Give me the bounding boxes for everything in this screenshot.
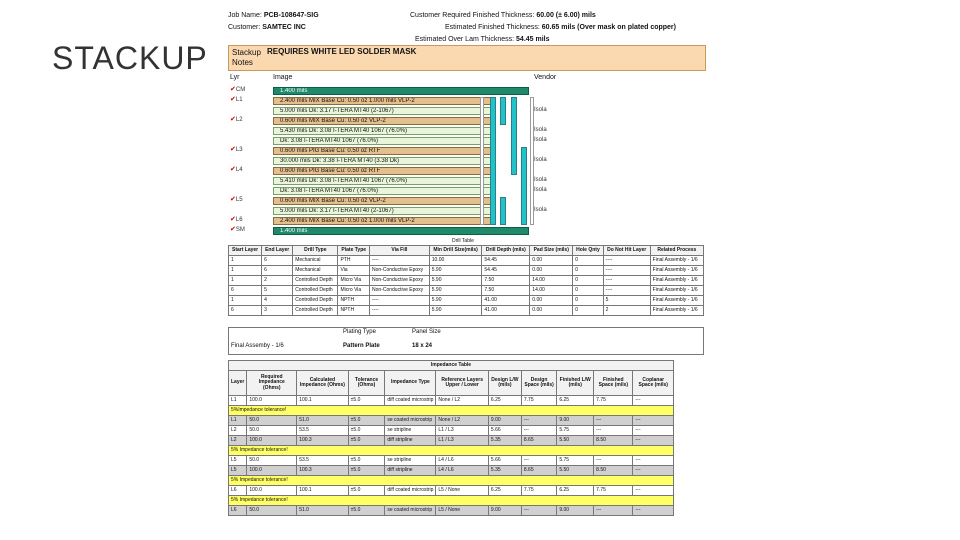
impedance-cell: --- (594, 426, 633, 436)
stack-layer-4: 0.600 mils MIX Base Cu: 0.50 oz VLP-2 (273, 117, 493, 125)
impedance-row (229, 486, 674, 496)
impedance-cell: ±5.0 (348, 396, 385, 406)
impedance-cell: 9.00 (557, 416, 594, 426)
stack-layer-8: 30.000 mils Dk: 3.38 I-TERA MT40 (3.38 Dk) (273, 157, 493, 165)
impedance-cell: 5% Impedance tolerance! (229, 476, 674, 486)
impedance-cell: L1 / L3 (436, 426, 489, 436)
vendor-label: Isola (534, 107, 547, 113)
vendor-label: Isola (534, 127, 547, 133)
impedance-row (229, 406, 674, 416)
drill-cell: 1 (229, 266, 262, 276)
impedance-cell: L4 / L6 (436, 456, 489, 466)
drill-cell: Via (338, 266, 370, 276)
drill-header-cell: Drill Type (293, 246, 338, 256)
drill-cell: 6 (262, 266, 293, 276)
drill-header-cell: Min Drill Size(mils) (429, 246, 482, 256)
impedance-cell: 5.35 (488, 466, 521, 476)
impedance-cell: 100.0 (247, 396, 297, 406)
impedance-row (229, 476, 674, 486)
drill-header-row (229, 246, 704, 256)
impedance-cell: 51.0 (297, 506, 348, 516)
drill-cell: ---- (370, 296, 430, 306)
impedance-cell: 53.5 (297, 426, 348, 436)
impedance-cell: --- (633, 436, 674, 446)
impedance-cell: 50.0 (247, 506, 297, 516)
impedance-cell: 7.75 (594, 396, 633, 406)
panel-size-label: Panel Size (412, 329, 441, 335)
impedance-cell: 5.50 (557, 436, 594, 446)
impedance-cell: L5 / None (436, 506, 489, 516)
impedance-cell: --- (521, 506, 556, 516)
impedance-cell: 9.00 (488, 506, 521, 516)
impedance-cell: ±5.0 (348, 466, 385, 476)
drill-row (229, 276, 704, 286)
drill-cell: Non-Conductive Epoxy (370, 266, 430, 276)
vendor-label: Isola (534, 207, 547, 213)
required-thickness-row: Customer Required Finished Thickness: 60.00 (± 6.00) mils (410, 12, 596, 19)
impedance-cell: ±5.0 (348, 426, 385, 436)
customer-row: Customer: SAMTEC INC (228, 24, 306, 31)
impedance-cell: --- (633, 456, 674, 466)
drill-cell: Non-Conductive Epoxy (370, 276, 430, 286)
impedance-cell: 8.50 (594, 436, 633, 446)
drill-cell: 14.00 (530, 286, 573, 296)
check-icon: ✔ (230, 146, 236, 153)
drill-row (229, 306, 704, 316)
drill-row (229, 286, 704, 296)
impedance-header-cell: Coplanar Space (mils) (633, 371, 674, 396)
drill-cell: 7.50 (482, 276, 530, 286)
impedance-cell: L6 (229, 506, 247, 516)
impedance-cell: --- (633, 396, 674, 406)
impedance-cell: 5%Impedance tolerance! (229, 406, 674, 416)
impedance-cell: diff coated microstrip (385, 396, 436, 406)
drill-header-cell: Plate Type (338, 246, 370, 256)
impedance-row (229, 506, 674, 516)
impedance-cell: 5.75 (557, 426, 594, 436)
drill-cell: Controlled Depth (293, 306, 338, 316)
layer-label: ✔SM (230, 226, 245, 233)
layer-label: ✔L1 (230, 96, 243, 103)
via-4 (511, 97, 517, 175)
vendor-label: Isola (534, 137, 547, 143)
stack-layer-10: 5.410 mils Dk: 3.08 I-TERA MT40 1067 (76.0%) (273, 177, 493, 185)
impedance-cell: 7.75 (521, 396, 556, 406)
drill-header-cell: Do Not Hit Layer (603, 246, 650, 256)
impedance-title-row (229, 361, 674, 371)
slide-title: STACKUP (52, 40, 208, 76)
drill-cell: 5 (262, 286, 293, 296)
drill-cell: ---- (370, 306, 430, 316)
impedance-row (229, 416, 674, 426)
via-3 (500, 197, 506, 225)
impedance-header-cell: Calculated Impedance (Ohms) (297, 371, 348, 396)
impedance-cell: --- (633, 426, 674, 436)
impedance-cell: 6.25 (557, 486, 594, 496)
impedance-cell: 8.65 (521, 466, 556, 476)
drill-cell: 0 (573, 276, 603, 286)
impedance-cell: --- (633, 506, 674, 516)
impedance-header-cell: Required Impedance (Ohms) (247, 371, 297, 396)
drill-cell: 0 (573, 256, 603, 266)
impedance-cell: diff stripline (385, 436, 436, 446)
drill-cell: 41.00 (482, 306, 530, 316)
drill-cell: Micro Via (338, 276, 370, 286)
impedance-cell: ±5.0 (348, 436, 385, 446)
through-hole-1 (480, 97, 484, 225)
drill-cell: 7.50 (482, 286, 530, 296)
drill-cell: Micro Via (338, 286, 370, 296)
drill-cell: 5.90 (429, 266, 482, 276)
impedance-cell: 5.66 (488, 426, 521, 436)
drill-cell: Mechanical (293, 256, 338, 266)
check-icon: ✔ (230, 226, 236, 233)
plating-type-value: Pattern Plate (343, 343, 380, 349)
drill-cell: Final Assembly - 1/6 (650, 266, 703, 276)
drill-cell: 41.00 (482, 296, 530, 306)
drill-cell: Mechanical (293, 266, 338, 276)
drill-cell: 10.00 (429, 256, 482, 266)
impedance-row (229, 426, 674, 436)
drill-cell: 14.00 (530, 276, 573, 286)
impedance-header-cell: Reference Layers Upper / Lower (436, 371, 489, 396)
check-icon: ✔ (230, 196, 236, 203)
drill-cell: ---- (603, 266, 650, 276)
impedance-cell: 6.25 (488, 486, 521, 496)
impedance-cell: L2 (229, 426, 247, 436)
drill-cell: 0 (573, 306, 603, 316)
impedance-cell: --- (594, 506, 633, 516)
impedance-cell: 8.65 (521, 436, 556, 446)
process-name: Final Assemby - 1/6 (231, 343, 284, 349)
impedance-cell: --- (633, 466, 674, 476)
drill-cell: 5.90 (429, 276, 482, 286)
layer-label: ✔L3 (230, 146, 243, 153)
through-hole-2 (530, 97, 534, 225)
impedance-cell: diff coated microstrip (385, 486, 436, 496)
impedance-cell: L5 (229, 456, 247, 466)
impedance-header-cell: Finished L/W (mils) (557, 371, 594, 396)
drill-cell: 4 (262, 296, 293, 306)
drill-cell: 5.90 (429, 286, 482, 296)
impedance-cell: 50.0 (247, 456, 297, 466)
drill-cell: 2 (603, 306, 650, 316)
impedance-cell: 100.0 (247, 466, 297, 476)
impedance-header-row (229, 371, 674, 396)
drill-cell: Final Assembly - 1/6 (650, 256, 703, 266)
drill-cell: 1 (229, 276, 262, 286)
impedance-header-cell: Design L/W (mils) (488, 371, 521, 396)
stack-layer-2: 2.400 mils MIX Base Cu: 0.50 oz 1.000 mils VLP-2 (273, 97, 493, 105)
drill-cell: 54.45 (482, 266, 530, 276)
stack-layer-14: 2.400 mils MIX Base Cu: 0.50 oz 1.000 mils VLP-2 (273, 217, 493, 225)
stackup-notes (228, 45, 706, 71)
layer-label: ✔L5 (230, 196, 243, 203)
impedance-cell: --- (594, 416, 633, 426)
impedance-cell: ±5.0 (348, 506, 385, 516)
impedance-row (229, 496, 674, 506)
impedance-cell: 100.0 (247, 436, 297, 446)
drill-table-title: Drill Table (452, 238, 474, 244)
impedance-cell: 5% Impedance tolerance! (229, 496, 674, 506)
impedance-cell: se stripline (385, 426, 436, 436)
vendor-label: Isola (534, 187, 547, 193)
via-2 (500, 97, 506, 125)
stack-layer-12: 0.600 mils MIX Base Cu: 0.50 oz VLP-2 (273, 197, 493, 205)
impedance-cell: --- (633, 486, 674, 496)
impedance-cell: --- (594, 456, 633, 466)
drill-cell: 0.00 (530, 296, 573, 306)
impedance-cell: 5% Impedance tolerance! (229, 446, 674, 456)
drill-header-cell: Via Fill (370, 246, 430, 256)
col-lyr: Lyr (230, 74, 240, 81)
drill-cell: 6 (229, 306, 262, 316)
impedance-row (229, 466, 674, 476)
impedance-cell: 7.75 (521, 486, 556, 496)
notes-text: REQUIRES WHITE LED SOLDER MASK (267, 47, 417, 56)
impedance-header-cell: Layer (229, 371, 247, 396)
drill-cell: 0 (573, 296, 603, 306)
panel-size-value: 18 x 24 (412, 343, 433, 349)
stack-layer-13: 5.000 mils Dk: 3.17 I-TERA MT40 (2-1067) (273, 207, 493, 215)
drill-cell: 6 (229, 286, 262, 296)
drill-cell: 3 (262, 306, 293, 316)
drill-header-cell: Pad Size (mils) (530, 246, 573, 256)
stack-layer-5: 5.430 mils Dk: 3.08 I-TERA MT40 1067 (76.0%) (273, 127, 493, 135)
impedance-header-cell: Design Space (mils) (521, 371, 556, 396)
drill-row (229, 296, 704, 306)
vendor-label: Isola (534, 157, 547, 163)
impedance-cell: 50.0 (247, 426, 297, 436)
drill-cell: Controlled Depth (293, 296, 338, 306)
impedance-cell: 100.3 (297, 436, 348, 446)
col-image: Image (273, 74, 293, 81)
impedance-cell: 7.75 (594, 486, 633, 496)
drill-cell: ---- (603, 276, 650, 286)
impedance-row (229, 436, 674, 446)
impedance-header-cell: Impedance Type (385, 371, 436, 396)
impedance-cell: 100.1 (297, 486, 348, 496)
impedance-cell: 51.0 (297, 416, 348, 426)
plating-type-label: Plating Type (343, 329, 376, 335)
drill-cell: NPTH (338, 296, 370, 306)
stack-layer-3: 5.000 mils Dk: 3.17 I-TERA MT40 (2-1067) (273, 107, 493, 115)
drill-cell: 0.00 (530, 256, 573, 266)
impedance-cell: L2 (229, 436, 247, 446)
layer-label: ✔L4 (230, 166, 243, 173)
drill-cell: 0 (573, 286, 603, 296)
impedance-cell: None / L2 (436, 396, 489, 406)
drill-cell: NPTH (338, 306, 370, 316)
stackup-document (228, 10, 706, 530)
notes-label: Stackup Notes (232, 48, 261, 67)
impedance-cell: ±5.0 (348, 416, 385, 426)
stack-layer-6: Dk: 3.08 I-TERA MT40 1067 (76.0%) (273, 137, 493, 145)
impedance-header-cell: Finished Space (mils) (594, 371, 633, 396)
impedance-cell: --- (521, 416, 556, 426)
layer-label: ✔L2 (230, 116, 243, 123)
impedance-cell: 100.0 (247, 486, 297, 496)
impedance-cell: 9.00 (557, 506, 594, 516)
impedance-table (228, 360, 674, 516)
drill-cell: ---- (603, 286, 650, 296)
impedance-cell: 5.50 (557, 466, 594, 476)
drill-cell: Final Assembly - 1/6 (650, 306, 703, 316)
impedance-cell: 5.75 (557, 456, 594, 466)
drill-table (228, 245, 704, 316)
impedance-cell: L1 / L3 (436, 436, 489, 446)
drill-header-cell: Drill Depth (mils) (482, 246, 530, 256)
impedance-cell: --- (633, 416, 674, 426)
impedance-row (229, 456, 674, 466)
impedance-cell: 5.35 (488, 436, 521, 446)
impedance-cell: ±5.0 (348, 456, 385, 466)
drill-cell: ---- (370, 256, 430, 266)
drill-cell: 5.90 (429, 306, 482, 316)
job-name-row: Job Name: PCB-108647-SIG (228, 12, 319, 19)
impedance-cell: L6 (229, 486, 247, 496)
estimated-thickness-row: Estimated Finished Thickness: 60.65 mils (Over mask on plated copper) (445, 24, 676, 31)
drill-header-cell: Related Process (650, 246, 703, 256)
drill-cell: Non-Conductive Epoxy (370, 286, 430, 296)
drill-cell: 54.45 (482, 256, 530, 266)
drill-cell: 5 (603, 296, 650, 306)
drill-cell: Controlled Depth (293, 276, 338, 286)
layer-label: ✔L6 (230, 216, 243, 223)
impedance-cell: --- (521, 426, 556, 436)
drill-cell: Final Assembly - 1/6 (650, 296, 703, 306)
drill-row (229, 266, 704, 276)
impedance-cell: L1 (229, 416, 247, 426)
drill-cell: 0.00 (530, 266, 573, 276)
impedance-cell: None / L2 (436, 416, 489, 426)
over-lam-thickness-row: Estimated Over Lam Thickness: 54.45 mils (415, 36, 550, 43)
impedance-cell: se coated microstrip (385, 416, 436, 426)
impedance-cell: 50.0 (247, 416, 297, 426)
impedance-title: Impedance Table (229, 361, 674, 371)
impedance-cell: 6.25 (557, 396, 594, 406)
drill-header-cell: Start Layer (229, 246, 262, 256)
drill-cell: 0 (573, 266, 603, 276)
drill-cell: Final Assembly - 1/6 (650, 286, 703, 296)
drill-cell: 1 (229, 256, 262, 266)
via-5 (521, 147, 527, 225)
impedance-cell: --- (521, 456, 556, 466)
process-summary (228, 327, 704, 355)
impedance-cell: diff stripline (385, 466, 436, 476)
impedance-header-cell: Tolerance (Ohms) (348, 371, 385, 396)
drill-cell: PTH (338, 256, 370, 266)
impedance-cell: 100.1 (297, 396, 348, 406)
stack-layer-9: 0.600 mils PIG Base Cu: 0.50 oz RTF (273, 167, 493, 175)
check-icon: ✔ (230, 116, 236, 123)
impedance-cell: L5 / None (436, 486, 489, 496)
impedance-cell: 5.66 (488, 456, 521, 466)
check-icon: ✔ (230, 166, 236, 173)
col-vendor: Vendor (534, 74, 557, 81)
drill-row (229, 256, 704, 266)
impedance-cell: 9.00 (488, 416, 521, 426)
check-icon: ✔ (230, 216, 236, 223)
impedance-cell: ±5.0 (348, 486, 385, 496)
impedance-cell: 8.50 (594, 466, 633, 476)
impedance-row (229, 446, 674, 456)
stack-layer-1: 1.400 mils (273, 87, 529, 95)
drill-cell: ---- (603, 256, 650, 266)
drill-cell: Final Assembly - 1/6 (650, 276, 703, 286)
check-icon: ✔ (230, 96, 236, 103)
impedance-cell: 6.25 (488, 396, 521, 406)
drill-cell: 0.00 (530, 306, 573, 316)
impedance-cell: 100.3 (297, 466, 348, 476)
drill-header-cell: Hole Qnty (573, 246, 603, 256)
impedance-cell: se stripline (385, 456, 436, 466)
impedance-cell: L4 / L6 (436, 466, 489, 476)
stack-layer-7: 0.600 mils PIG Base Cu: 0.50 oz RTF (273, 147, 493, 155)
drill-cell: 5.90 (429, 296, 482, 306)
impedance-cell: 53.5 (297, 456, 348, 466)
stack-layer-15: 1.400 mils (273, 227, 529, 235)
impedance-cell: L1 (229, 396, 247, 406)
vendor-label: Isola (534, 177, 547, 183)
drill-cell: 2 (262, 276, 293, 286)
stack-layer-11: Dk: 3.08 I-TERA MT40 1067 (76.0%) (273, 187, 493, 195)
via-1 (490, 97, 496, 225)
drill-cell: 6 (262, 256, 293, 266)
drill-header-cell: End Layer (262, 246, 293, 256)
drill-cell: Controlled Depth (293, 286, 338, 296)
impedance-cell: L5 (229, 466, 247, 476)
check-icon: ✔ (230, 86, 236, 93)
impedance-cell: se coated microstrip (385, 506, 436, 516)
layer-label: ✔CM (230, 86, 246, 93)
drill-cell: 1 (229, 296, 262, 306)
impedance-row (229, 396, 674, 406)
